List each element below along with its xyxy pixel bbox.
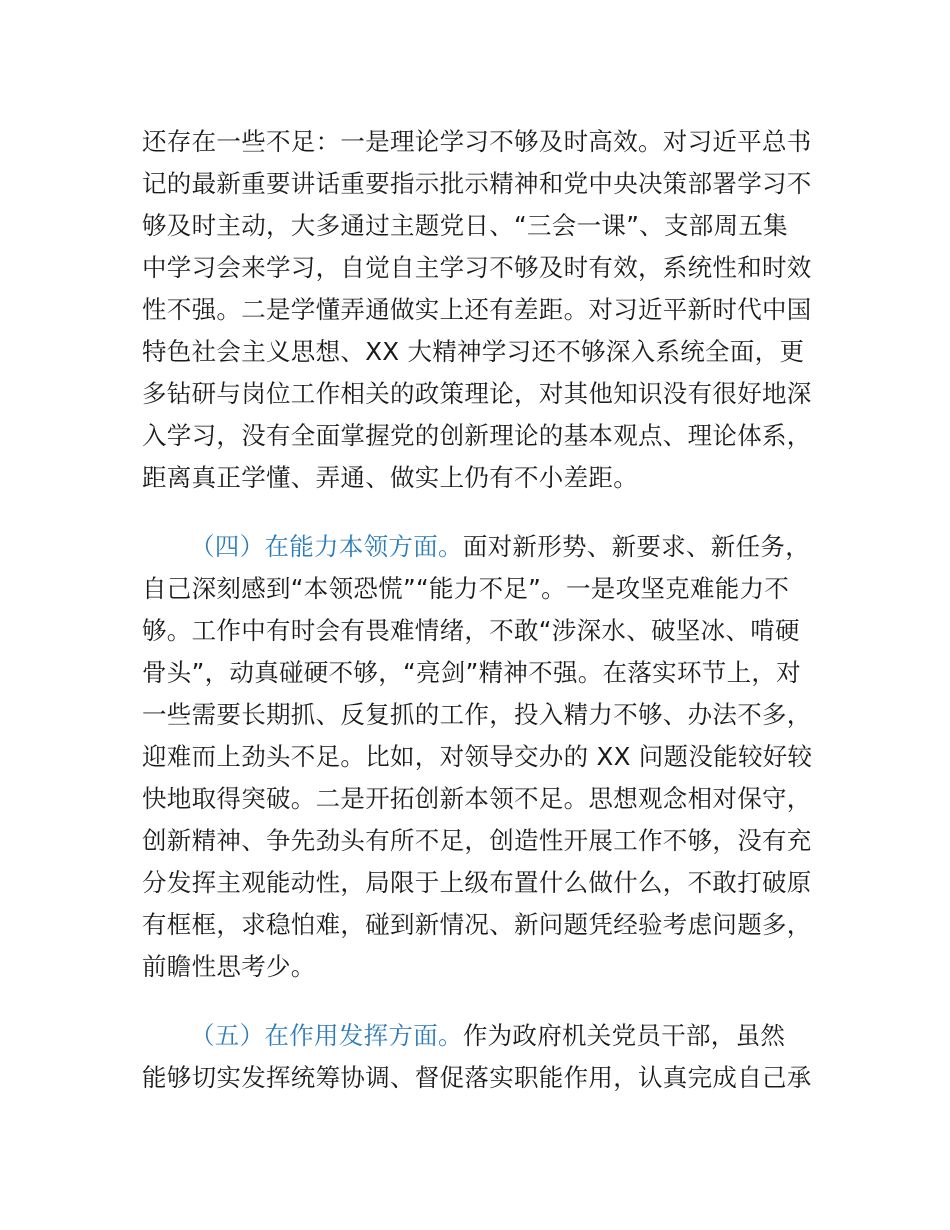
text-line: 能够切实发挥统筹协调、督促落实职能作用，认真完成自己承 (142, 1063, 812, 1092)
text-line: 一些需要长期抓、反复抓的工作，投入精力不够、办法不多， (142, 700, 812, 729)
section-4-heading: （四）在能力本领方面。 (190, 532, 463, 561)
section-4-first-line-text: 面对新形势、新要求、新任务， (462, 532, 811, 561)
section-5-heading: （五）在作用发挥方面。 (190, 1021, 463, 1050)
text-line: 创新精神、争先劲头有所不足，创造性开展工作不够，没有充 (142, 826, 812, 855)
text-line: 自己深刻感到“本领恐慌”“能力不足”。一是攻坚克难能力不 (142, 574, 790, 603)
section-4-first-line (190, 526, 810, 568)
text-line: 有框框，求稳怕难，碰到新情况、新问题凭经验考虑问题多， (142, 910, 812, 939)
text-line: 快地取得突破。二是开拓创新本领不足。思想观念相对保守， (142, 784, 812, 813)
text-line: 中学习会来学习，自觉自主学习不够及时有效，系统性和时效 (142, 253, 812, 282)
text-line: 特色社会主义思想、XX 大精神学习还不够深入系统全面，更 (142, 337, 805, 366)
section-5-first-line (190, 1015, 785, 1057)
text-line: 前瞻性思考少。 (142, 952, 316, 981)
text-line: 距离真正学懂、弄通、做实上仍有不小差距。 (142, 463, 638, 492)
text-line: 迎难而上劲头不足。比如，对领导交办的 XX 问题没能较好较 (142, 742, 813, 771)
text-line: 分发挥主观能动性，局限于上级布置什么做什么，不敢打破原 (142, 868, 812, 897)
section-5-first-line-text: 作为政府机关党员干部，虽然 (462, 1021, 786, 1050)
text-line: 够及时主动，大多通过主题党日、“三会一课”、支部周五集 (142, 211, 788, 240)
text-line: 还存在一些不足：一是理论学习不够及时高效。对习近平总书 (142, 127, 812, 156)
text-line: 够。工作中有时会有畏难情绪，不敢“涉深水、破坚冰、啃硬 (142, 616, 800, 645)
text-line: 多钻研与岗位工作相关的政策理论，对其他知识没有很好地深 (142, 379, 812, 408)
text-line: 性不强。二是学懂弄通做实上还有差距。对习近平新时代中国 (142, 295, 812, 324)
text-line: 入学习，没有全面掌握党的创新理论的基本观点、理论体系， (142, 421, 812, 450)
text-line: 记的最新重要讲话重要指示批示精神和党中央决策部署学习不 (142, 169, 812, 198)
text-line: 骨头”，动真碰硬不够，“亮剑”精神不强。在落实环节上，对 (142, 658, 801, 687)
